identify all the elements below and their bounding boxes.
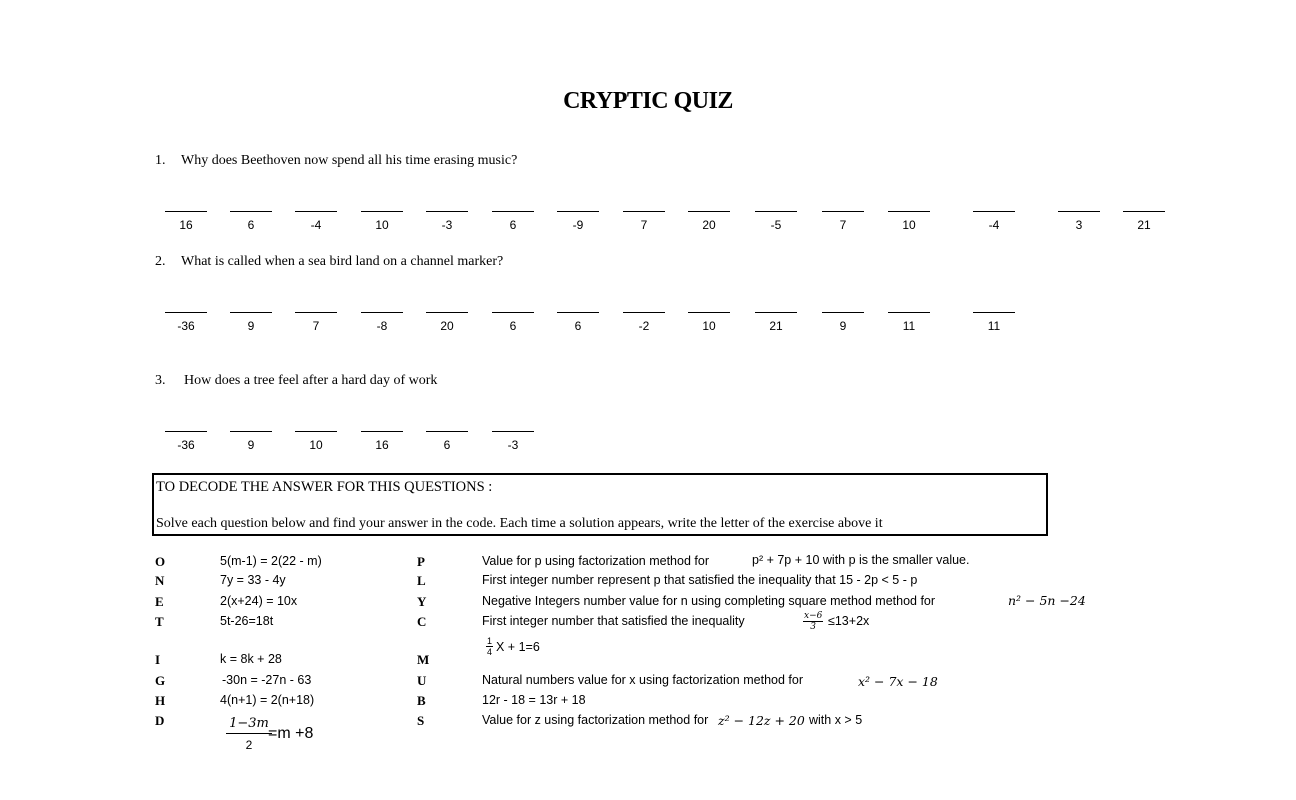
code-number: -4 [988,218,1000,232]
blank-line [426,211,468,212]
question-text: What is called when a sea bird land on a channel marker? [181,254,504,269]
answer-blank[interactable] [557,312,599,333]
answer-blank[interactable] [295,211,337,232]
code-number: 21 [769,319,783,333]
clue-equation: 4(n+1) = 2(n+18) [220,693,315,707]
blank-line [361,211,403,212]
clue-letter: L [417,573,426,588]
blank-line [492,431,534,432]
fraction-numerator: 1−3m [226,716,272,734]
code-number: 10 [375,218,389,232]
answer-blank[interactable] [492,431,534,452]
blank-line [230,312,272,313]
clue-letter: C [417,614,427,629]
blank-line [165,312,207,313]
fraction-denominator: 2 [245,738,253,752]
decode-instructions-box [152,473,1048,536]
code-number: -3 [441,218,453,232]
answer-blank[interactable] [426,312,468,333]
clue-text: ≤13+2x [828,614,870,628]
blank-line [1058,211,1100,212]
clue-letter: H [155,693,166,708]
question-number: 3. [155,373,166,388]
blank-line [230,211,272,212]
blank-line [973,211,1015,212]
clue-math: x² − 7x − 18 [858,674,938,689]
clue-text: Value for z using factorization method for [482,713,709,727]
code-number: 7 [312,319,320,333]
clue-letter: B [417,693,426,708]
code-number: 16 [179,218,193,232]
code-number: 21 [1137,218,1151,232]
clue-text: Negative Integers number value for n using completing square method method for [482,594,936,608]
clue-letter: Y [417,594,427,609]
answer-blank[interactable] [165,312,207,333]
clue-math: n² − 5n −24 [1008,593,1086,608]
answer-blank[interactable] [230,431,272,452]
question-text: Why does Beethoven now spend all his time erasing music? [181,153,518,168]
code-number: 10 [702,319,716,333]
answer-blank[interactable] [361,211,403,232]
blank-line [888,211,930,212]
clue-math: p² + 7p + 10 with p is the smaller value. [752,553,970,567]
blank-line [688,312,730,313]
clue-letter: O [155,554,166,569]
answer-blank[interactable] [973,312,1015,333]
clue-letter: P [417,554,425,569]
clue-fraction [486,636,493,657]
blank-line [492,211,534,212]
blank-line [1123,211,1165,212]
code-number: 3 [1075,218,1083,232]
answer-blank[interactable] [492,312,534,333]
clue-letter: E [155,594,164,609]
code-number: 9 [247,438,255,452]
answer-blank[interactable] [361,431,403,452]
blank-line [822,312,864,313]
clue-text: Value for p using factorization method for [482,554,709,568]
answer-blank[interactable] [755,211,797,232]
code-number: 6 [443,438,451,452]
code-number: 9 [247,319,255,333]
answer-blank[interactable] [361,312,403,333]
code-number: -5 [770,218,782,232]
blank-line [557,211,599,212]
answer-blank[interactable] [623,312,665,333]
clue-text: First integer number that satisfied the inequality [482,614,745,628]
code-number: 11 [987,319,1001,333]
clue-equation: -30n = -27n - 63 [222,673,312,687]
answer-blank[interactable] [688,312,730,333]
blank-line [295,211,337,212]
blank-line [755,211,797,212]
blank-line [361,312,403,313]
code-number: 11 [902,319,916,333]
answer-blank[interactable] [973,211,1015,232]
answer-blank[interactable] [822,211,864,232]
blank-line [426,312,468,313]
code-number: -4 [310,218,322,232]
code-number: -36 [177,319,195,333]
blank-line [973,312,1015,313]
fraction-numerator: 1 [487,636,493,646]
clue-equation: =m +8 [268,725,314,742]
code-number: 10 [902,218,916,232]
blank-line [426,431,468,432]
blank-line [822,211,864,212]
answer-blank[interactable] [822,312,864,333]
blank-line [165,431,207,432]
blank-line [492,312,534,313]
clue-equation: 7y = 33 - 4y [220,573,286,587]
clue-letter: T [155,614,164,629]
fraction-denominator: 4 [487,647,493,657]
answer-blank[interactable] [888,211,930,232]
code-number: 6 [247,218,255,232]
clue-equation: 2(x+24) = 10x [220,594,298,608]
blank-line [295,312,337,313]
clue-letter: M [417,652,430,667]
answer-blank[interactable] [888,312,930,333]
clue-text: with x > 5 [809,713,863,727]
code-number: -36 [177,438,195,452]
blank-line [755,312,797,313]
blank-line [557,312,599,313]
clue-math: z² − 12z + 20 [718,713,805,728]
clue-equation: k = 8k + 28 [220,652,282,666]
clue-letter: D [155,713,165,728]
clue-fraction [226,716,272,752]
blank-line [230,431,272,432]
answer-blank[interactable] [426,431,468,452]
answer-blank[interactable] [165,211,207,232]
blank-line [623,312,665,313]
code-number: 6 [509,319,517,333]
clue-letter: U [417,673,427,688]
clue-text: Natural numbers value for x using factorization method for [482,673,803,687]
answer-blank[interactable] [492,211,534,232]
page-title: CRYPTIC QUIZ [563,88,733,114]
clue-letter: I [155,652,161,667]
code-number: 6 [574,319,582,333]
answer-blank[interactable] [755,312,797,333]
code-number: 16 [375,438,389,452]
code-number: -8 [376,319,388,333]
question-number: 2. [155,254,166,269]
answer-blank[interactable] [1123,211,1165,232]
question-text: How does a tree feel after a hard day of work [184,373,438,388]
code-number: 9 [839,319,847,333]
clue-text: 12r - 18 = 13r + 18 [482,693,586,707]
code-number: -9 [572,218,584,232]
code-number: 6 [509,218,517,232]
clue-letter: G [155,673,166,688]
clue-text: X + 1=6 [496,640,540,654]
code-number: -2 [638,319,650,333]
answer-blank[interactable] [230,211,272,232]
blank-line [688,211,730,212]
clue-letter: N [155,573,165,588]
blank-line [623,211,665,212]
answer-blank[interactable] [230,312,272,333]
code-number: 20 [440,319,454,333]
answer-blank[interactable] [623,211,665,232]
decode-heading: TO DECODE THE ANSWER FOR THIS QUESTIONS : [156,479,493,495]
answer-blank[interactable] [426,211,468,232]
blank-line [888,312,930,313]
answer-blank[interactable] [1058,211,1100,232]
answer-blank[interactable] [557,211,599,232]
answer-blank[interactable] [688,211,730,232]
answer-blank[interactable] [165,431,207,452]
clue-fraction [803,611,823,632]
fraction-numerator: x−6 [804,611,823,621]
code-number: 10 [309,438,323,452]
decode-instruction: Solve each question below and find your answer in the code. Each time a solution appears, write the letter of the exercise above it [156,516,883,531]
fraction-denominator: 3 [810,622,817,632]
clue-equation: 5t-26=18t [220,614,274,628]
code-number: 7 [839,218,847,232]
blank-line [361,431,403,432]
question-number: 1. [155,153,166,168]
code-number: 20 [702,218,716,232]
blank-line [295,431,337,432]
code-number: 7 [640,218,648,232]
answer-blank[interactable] [295,312,337,333]
clue-equation: 5(m-1) = 2(22 - m) [220,554,322,568]
code-number: -3 [507,438,519,452]
clue-text: First integer number represent p that satisfied the inequality that 15 - 2p < 5 - p [482,573,918,587]
blank-line [165,211,207,212]
clue-letter: S [417,713,425,728]
answer-blank[interactable] [295,431,337,452]
